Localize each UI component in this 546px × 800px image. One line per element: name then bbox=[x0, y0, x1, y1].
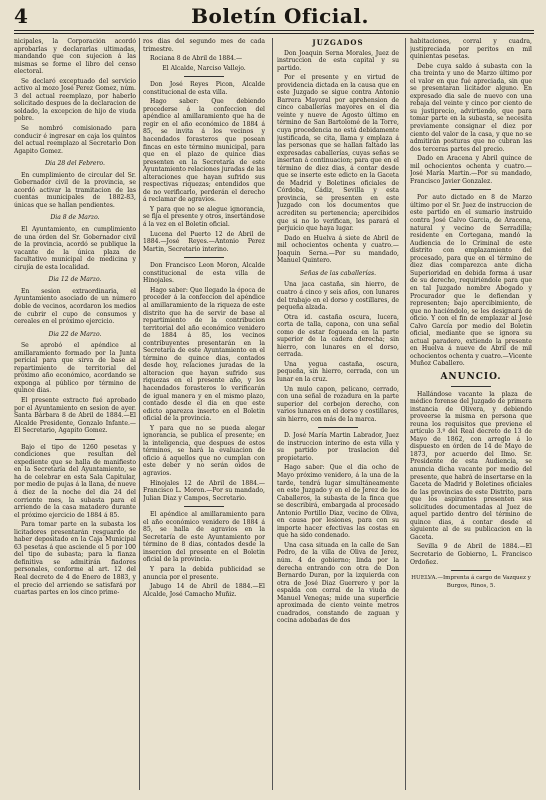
paragraph: Don Joaquin Serna Morales, Juez de instruccion de esta capital y su partido. bbox=[277, 49, 399, 72]
column-2 bbox=[143, 38, 265, 793]
paragraph: Para tomar parte en la subasta los licitadores presentarán resguardo de haber depositado en la Caja Municipal 63 pesetas á que asciende el 5 por 100 del tipo de subasta; para la fianza definitiva se admitirán fiadores personales, conforme al art. 12 del Real decreto de 4 de Enero de 1883, y el precio del arriendo se satisfará por cuartas partes en los cinco prime- bbox=[14, 521, 136, 597]
paragraph: Hago saber: Que llegado la época de proceder á la confeccion del apéndice al amillaramiento de la riqueza de este distrito que ha de servir de base al repartimiento de la contribucion territorial del año económico venidero de 1884 á 85, los vecinos contribuyentes presentarán en la Secretaría de este Ayuntamiento en el término de quince dias, contados desde hoy, relaciones juradas de la alteracion que hayan sufrido sus riquezas en el presente año, y los hacendados forasteros lo verificarán de igual manera y en el mismo plazo, contado desde el dia en que este edicto aparezca inserto en el Boletin oficial de la provincia. bbox=[143, 286, 265, 423]
section-heading-juzgados: JUZGADOS bbox=[312, 38, 364, 47]
paragraph: Se declaró exceptuado del servicio activo al mozo José Perez Gomez, núm. 3 del actual reemplazo, por haberlo solicitado despues de la declaracion de soldado, la excepcion de hijo de viuda pobre. bbox=[14, 77, 136, 123]
column-3 bbox=[277, 38, 399, 793]
separator bbox=[451, 570, 491, 571]
column-divider bbox=[139, 38, 140, 790]
paragraph: Y para que no se pueda alegar ignorancia, se publica el presente; en la inteligencia, que despues de estos términos, se hará la evaluacion de oficio á aquellos que no cumplan con este deber y no serán oidos de agravios. bbox=[143, 424, 265, 477]
column-4 bbox=[410, 38, 532, 793]
separator bbox=[184, 76, 224, 77]
separator bbox=[184, 257, 224, 258]
paragraph: En cumplimiento de circular del Sr. Gobernador civil de la provincia, se acordó activar la tramitacion de las cuentas municipales de 1882-83, únicas que se hallan pendientes. bbox=[14, 171, 136, 209]
column-1 bbox=[14, 38, 136, 793]
paragraph: Una jaca castaña, sin hierro, de cuatro á cinco y seis años, con lunares del trabajo en el dorso y costillares, de pequeña alzada. bbox=[277, 281, 399, 312]
paragraph: El apéndice al amillaramiento para el año económico venidero de 1884 á 85, se halla de agravios en la Secretaría de este Ayuntamiento por término de 8 dias, contados desde la insercion del presente en el Boletin oficial de la provincia. bbox=[143, 511, 265, 564]
paragraph: Y para la debida publicidad se anuncia por el presente. bbox=[143, 566, 265, 581]
column-divider bbox=[272, 38, 273, 790]
paragraph: habitaciones, corral y cuadra, justipreciada por peritos en mil quinientas pesetas. bbox=[410, 38, 532, 61]
paragraph: nicipales, la Corporación acordó aprobarlas y declararlas ultimadas, mandando que con sujecion á las mismas se forme el libro del censo electoral. bbox=[14, 38, 136, 76]
printer-imprint: HUELVA.—Imprenta á cargo de Vazquez y Burgos, Rinos, 5. bbox=[411, 575, 531, 589]
paragraph: Un mulo capon, pelicano, cerrado, con una señal de rozadura en la parte superior del corbejon derecho, con varios lunares en el dorso y costillares, sin hierro, con más de la marca. bbox=[277, 385, 399, 423]
session-date: Dia 28 del Febrero. bbox=[45, 160, 105, 168]
paragraph: Hallándose vacante la plaza de médico forense del Juzgado de primera instancia de Olivera, y debiendo proveerse la misma en persona que reuna los requisitos que previene el artículo 3.º del Real decreto de 13 de Mayo de 1862, con arreglo á lo dispuesto en órden de 14 de Mayo de 1873, por acuerdo del Ilmo. Sr. Presidente de esta Audiencia, se anuncia dicha vacante por medio del presente, que habrá de insertarse en la Gaceta de Madrid y Boletines oficiales de las provincias de este Distrito, para que los aspirantes presenten sus solicitudes documentadas al Juez de aquel partido dentro del término de quince dias, á contar desde el siguiente al de su publicacion en la Gaceta. bbox=[410, 390, 532, 541]
paragraph: Dado en Aracena y Abril quince de mil ochocientos ochenta y cuatro.—José María Martin.—Por su mandado, Francisco Javier Gonzalez. bbox=[410, 155, 532, 185]
paragraph: Por el presente y en virtud de providencia dictada en la causa que en este Juzgado se sigue contra Antonio Barrera Mayoral por aprehension de cinco caballerías mayores en el dia veinte y nueve de Agosto último en término de San Bartolomé de la Torre, cuya procedencia no está debidamente justificada, se cita, llama y emplaza á las personas que se hallan faltado las expresadas caballerías, cuyas señas se insertan á continuacion; para que en el término de diez dias, á contar desde que se inserte este edicto en la Gaceta de Madrid y Boletines oficiales de Córdoba, Cádiz, Sevilla y esta provincia, se presenten en este Juzgado con los documentos que acrediten su pertenencia; apercibidos que si no lo verifican, les parará el perjuicio que haya lugar. bbox=[277, 74, 399, 233]
paragraph: En sesion extraordinaria, el Ayuntamiento asociado de un número doble de vecinos, acordaron los medios de cubrir el cupo de consumos y cereales en el próximo ejercicio. bbox=[14, 287, 136, 326]
separator bbox=[451, 189, 491, 190]
paragraph: Debe cuya saldo á subasta con la cha treinta y uno de Marzo último por el valor en que fué apreciada, sin que se presentaran licitador alguno. En expresado dia sale de nuevo con una rebaja del veinte y cinco por ciento de su justiprecio, advirtiendo, que para tomar parte en la subasta, se necesita previamente consignar el diez por ciento del valor de la casa, y que no se admitirán posturas que no cubran las dos terceras partes del precio. bbox=[410, 62, 532, 153]
paragraph: Se nombró comisionado para conducir é ingresar en caja los quintos del actual reemplazo al Secretario Don Agapito Gomez. bbox=[14, 125, 136, 155]
separator bbox=[318, 427, 358, 428]
paragraph: Jabugo 14 de Abril de 1884.—El Alcalde, José Camacho Muñiz. bbox=[143, 583, 265, 598]
separator bbox=[451, 386, 491, 387]
paragraph: Sevilla 9 de Abril de 1884.—El Secretario de Gobierno, L. Francisco Ordoñez. bbox=[410, 543, 532, 566]
page-number: 4 bbox=[14, 4, 28, 28]
paragraph: Hago saber: Que el dia ocho de Mayo próximo venidero, á la una de la tarde, tendrá lugar simultáneamente en este Juzgado y en el de Jerez de los Caballeros, la subasta de la finca que se describirá, embargada al procesado Antonio Portillo Diaz, vecino de Oliva, en causa por lesiones, para con su importe hacer efectivas las costas en que ha sido condenado. bbox=[277, 464, 399, 540]
paragraph: Una casa situada en la calle de San Pedro, de la villa de Oliva de Jerez, núm. 4 de gobierno; linda por la derecha entrando con otra de Don Bernardo Duran, por la izquierda con otra de José Diaz Guerrero y por la espalda con corral de la viuda de Manuel Venegas; mide una superficie aproximada de ciento veinte metros cuadrados, constando de zaguan y cocina adobadas de dos bbox=[277, 541, 399, 625]
session-date: Dia 22 de Marzo. bbox=[48, 330, 102, 338]
paragraph: Hago saber: Que debiendo procederse á la confeccion del apéndice al amillaramiento que ha de regir en el año económico de 1884 á 85, se invita á los vecinos y hacendados forasteros que posean fincas en este término municipal, para que en el plazo de quince dias presenten en la Secretaría de este Ayuntamiento relaciones juradas de las alteraciones que hayan sufrido sus respectivas riquezas; entendidos que de no verificarlo, perderán el derecho á reclamar de agravios. bbox=[143, 98, 265, 204]
separator bbox=[184, 506, 224, 507]
paragraph: ros dias del segundo mes de cada trimestre. bbox=[143, 38, 265, 53]
signature-line: Rociana 8 de Abril de 1884.— bbox=[150, 55, 243, 63]
paragraph: Don Francisco Leon Moron, Alcalde constitucional de esta villa de Hinojales. bbox=[143, 262, 265, 285]
paragraph: Por auto dictado en 8 de Marzo último por el Sr. Juez de instruccion de este partido en el sumario instruido contra José Calvo Garcia, de Aracena, natural y vecino de Serradilla; residente en Cortegana, mandó la Audiencia de lo Criminal de este distrito con emplazamiento del procesado, para que en el término de diez dias comparezca ante dicha Superioridad en debida forma á usar de su derecho, requiriéndole para que en tal Juzgado nombre Abogado y Procurador que le defiendan y representen; bajo apercibimiento, de que no haciéndolo, se les designará de oficio. Y con el fin de emplazar al José Calvo García por medio del Boletin oficial, mediante que se ignora su actual paradero, extiendo la presente en Huelva á nueve de Abril de mil ochocientos ochenta y cuatro.—Vicente Muñoz Caballero. bbox=[410, 194, 532, 368]
paragraph: Se aprobó el apéndice al amillaramiento formado por la Junta pericial para que sirva de base al repartimiento de territorial del próximo año económico, acordando se exponga al público por término de quince dias. bbox=[14, 342, 136, 395]
subtitle: Señas de las caballerías. bbox=[299, 269, 377, 277]
paragraph: Bajo el tipo de 1260 pesetas y condiciones que resultan del expediente que se halla de manifiesto en la Secretaría del Ayuntamiento, se ha de celebrar en esta Sala Capitular, por medio de pujas á la llana, de nueve á diez de la noche del dia 24 del corriente mes, la subasta para el arriendo de la casa matadero durante el próximo ejercicio de 1884 á 85. bbox=[14, 443, 136, 519]
paragraph: Lucena del Puerto 12 de Abril de 1884.—José Reyes.—Antonio Perez Martin, Secretario interino. bbox=[143, 230, 265, 253]
paragraph: El presente extracto fué aprobado por el Ayuntamiento en sesion de ayer. Santa Bárbara 8 de Abril de 1884.—El Alcalde Presidente, Gonzalo Infante.—El Secretario, Agapito Gomez. bbox=[14, 396, 136, 435]
paragraph: Otra id. castaña oscura, lucera, corta de talla, capona, con una señal como de estar fogueada en la parte superior de la cadera derecha; sin hierro, con lunares en el dorso, cerrada. bbox=[277, 313, 399, 359]
paragraph: El Ayuntamiento, en cumplimiento de una órden del Sr. Gobernador civil de la provincia, acordó se publique la vacante de la única plaza de facultativo municipal de medicina y cirujía de esta localidad. bbox=[14, 226, 136, 271]
header-rule bbox=[14, 30, 534, 31]
column-divider bbox=[405, 38, 406, 790]
paragraph: D. José María Martin Labrador, Juez de instruccion interino de esta villa y su partido por traslacion del propietario. bbox=[277, 432, 399, 462]
session-date: Dia 8 de Marzo. bbox=[50, 214, 100, 222]
paragraph: Hinojales 12 de Abril de 1884.—Francisco L. Moron.—Por su mandado, Julian Diaz y Campos, Secretario. bbox=[143, 479, 265, 502]
header-rule-thin bbox=[14, 33, 534, 34]
signature-line: El Alcalde, Narciso Vallejo. bbox=[162, 64, 246, 72]
paragraph: Y para que no se alegue ignorancia, se fija el presente y otros, insertándose á la vez en el Boletin oficial. bbox=[143, 205, 265, 229]
separator bbox=[55, 439, 95, 440]
masthead-title: Boletín Oficial. bbox=[191, 4, 369, 28]
paragraph: Dado en Huelva á siete de Abril de mil ochocientos ochenta y cuatro.—Joaquin Serna.—Por su mandado, Manuel Quintero. bbox=[277, 234, 399, 265]
session-date: Dia 12 de Marzo. bbox=[48, 276, 102, 284]
anuncio-heading: ANUNCIO. bbox=[440, 371, 502, 382]
paragraph: Don José Reyes Picon, Alcalde constitucional de esta villa. bbox=[143, 81, 265, 96]
paragraph: Una yegua castaña, oscura, pequeña, sin hierro, cerrada, con un lunar en la cruz. bbox=[277, 360, 399, 383]
